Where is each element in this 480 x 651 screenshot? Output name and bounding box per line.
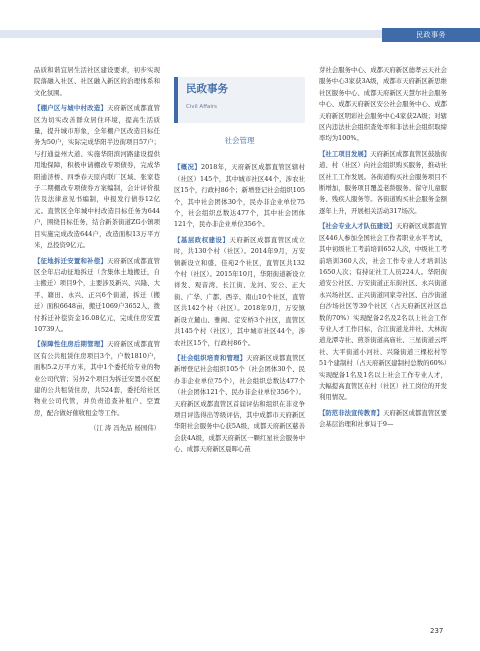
paragraph-land-acquisition <box>34 256 160 336</box>
running-header-section-label: 民政事务 <box>382 28 480 42</box>
heading-tag: 【基层政权建设】 <box>174 235 230 244</box>
heading-tag: 【社工项目发展】 <box>319 149 371 158</box>
chapter-title: 民政事务 <box>186 83 228 95</box>
paragraph-body: 天府新区成都直管区要会基层治理和社事局于9— <box>319 408 448 429</box>
chapter-title-english: Civil Affairs <box>186 104 218 110</box>
paragraph-overview <box>174 162 305 230</box>
paragraph-shantytown-renovation <box>34 103 160 251</box>
column-left <box>34 65 160 439</box>
author-signature: （江 涛 冯先品 杨国伟） <box>90 424 160 433</box>
paragraph-body: 天府新区成都直管区446人参加全国社会工作者职业水平考试，其中初级社工考前培训652人次，中级社工考前培训360人次，社会工作专业人才培训达1650人次；有持证社工人员224人。华阳街道安公社区、万安街道正东街社区、永兴街道永兴场社区、正兴街道同家寺社区、白沙街道白沙场社区等39个社区（占天府新区社区总数的70%）实现配备2名及2名以上社会工作专业人才工作目标，合江街道龙井社、大林街道龙潭寺社、煎茶街道高庙社、三星街道云坪社、大平街道小河社、兴隆街道三棵松村等51个建制村（占天府新区建制村总数的60%）实现配备1名及1名以上社会工作专业人才，大幅提高直管区在村（社区）社工岗位的开发利用情况。 <box>319 222 448 402</box>
paragraph-body: 天府新区成都直管区新增登记社会组织105个（社会团体30个、民办非企业单位75个），社会组织总数达477个（社会团体121个、民办非企业单位356个）。天府新区成都直管区首届评估和组织在非竞争项目评选得出等级评估，其中成都市天府新区华阳社会服务中心获5A级，成都天府新区慈善会获4A级，成都天府新区一颗红星社会服务中心、成都天府新区晨晖心苗 <box>174 353 306 454</box>
page-number: 237 <box>430 627 444 635</box>
paragraph-body: 天府新区成都直管区全年启动征地拆迁（含集体土地搬迁，自主搬迁）项目9个，主要涉及新兴、兴隆、大平、籍田、永兴、正兴6个街道，拆迁（搬迁）面积6648亩，搬迁1069户3652人，拨付拆迁补偿资金16.08亿元，完成住房安置10739人。 <box>34 256 161 333</box>
paragraph-social-organizations <box>174 353 305 456</box>
heading-tag: 【棚户区与城中村改造】 <box>34 104 108 113</box>
heading-tag: 【保障性住房后期管理】 <box>34 340 108 349</box>
chapter-banner <box>174 77 305 123</box>
paragraph-body: 天府新区成都直管区成立时，共130个村（社区）。2014年9月，万安镇新设立和盛、佳苑2个社区，直管区共132个村（社区）。2015年10月，华阳街道新设立祥发、观音湾、长江街、龙河、安公、正大街、广华、广都、西辛、南山10个社区，直管区共142个村（社区）。2018年9月，万安镇新设立麓山、雅阁、定安桥3个社区，直管区共145个村（社区），其中城市社区44个，涉农社区15个，行政村86个。 <box>174 235 306 347</box>
paragraph-body: 2018年，天府新区成都直管区辖村（社区）145个，其中城市社区44个，涉农社区15个，行政村86个；新增登记社会组织105个，其中社会团体30个，民办非企业单位75个，社会组织总数达477个，其中社会团体121个，民办非企业单位356个。 <box>174 163 306 229</box>
heading-tag: 【防范非法宣传教育】 <box>319 408 384 417</box>
heading-tag: 【社会组织培育和管理】 <box>174 353 247 362</box>
heading-tag: 【社会专业人才队伍建设】 <box>319 222 396 231</box>
column-middle <box>174 65 305 460</box>
paragraph-body: 天府新区成都直管区鼓励街道、村（社区）向社会组织购买服务，推动社区社工工作发展。各街道购买社会服务项目不断增加，服务项目覆盖老龄服务、留守儿童服务、残疾人服务等。各街道购买社会服务金额逐年上升，开展相关活动317场次。 <box>319 149 448 215</box>
column-right <box>319 65 447 435</box>
section-title: 社会管理 <box>224 136 255 145</box>
intro-paragraph: 品质和谐宜居生活社区建设要求，初步实现院落融入社区、社区融入新区的治理体系和文化氛围。 <box>34 66 160 97</box>
heading-tag: 【概况】 <box>174 163 201 172</box>
heading-tag: 【征地拆迁安置和补偿】 <box>34 256 108 265</box>
paragraph-grassroots <box>174 235 305 349</box>
paragraph-social-work-projects <box>319 149 447 217</box>
paragraph-body: 天府新区成都直管区有公共租赁住房项目3个，户数1810户，面积5.2万平方米，其中1个委托给专业的物业公司代管；另外2个项目为拆迁安置小区配建的公共租赁住房，共524套，委托给社区物业公司代管，并负责追查补租户、空置房，配合做好催收租金等工作。 <box>34 340 161 417</box>
paragraph-body: 天府新区成都直管区为切实改善群众居住环境，提高生活质量，提升城市形象，全年棚户区改造目标任务为50户，实际完成华阳半边街项目57户；与打通益州大道、实施华阳滨河路建设提供用地保障，积极申请棚改专项债券，完成华阳通济桥、四季春天原内联厂区域、张家巷子二期棚改专项债券方案编制，会计评价报告及法律意见书编制，申报发行债券12亿元。直管区全年城中村改造目标任务为644户，围绕目标任务，结合新茶街道ZG小镇项目实施完成改造644户，改造面积13万平方米，总投资9亿元。 <box>34 104 161 250</box>
paragraph-housing-management <box>34 339 160 419</box>
header-decoration-bar <box>0 30 382 38</box>
paragraph-continued: 芽社会服务中心、成都天府新区德孝云天社会服务中心3家获3A级，成都市天府新区新思维社区服务中心、成都天府新区天慧尔社会服务中心、成都天府新区安公社会服务中心、成都天府新区明彩社会服务中心4家获2A级；对辖区内违法社会组织查处率和非法社会组织取缔率均为100%。 <box>319 66 447 143</box>
paragraph-illegal-propaganda <box>319 408 447 431</box>
paragraph-talent-building <box>319 221 447 404</box>
